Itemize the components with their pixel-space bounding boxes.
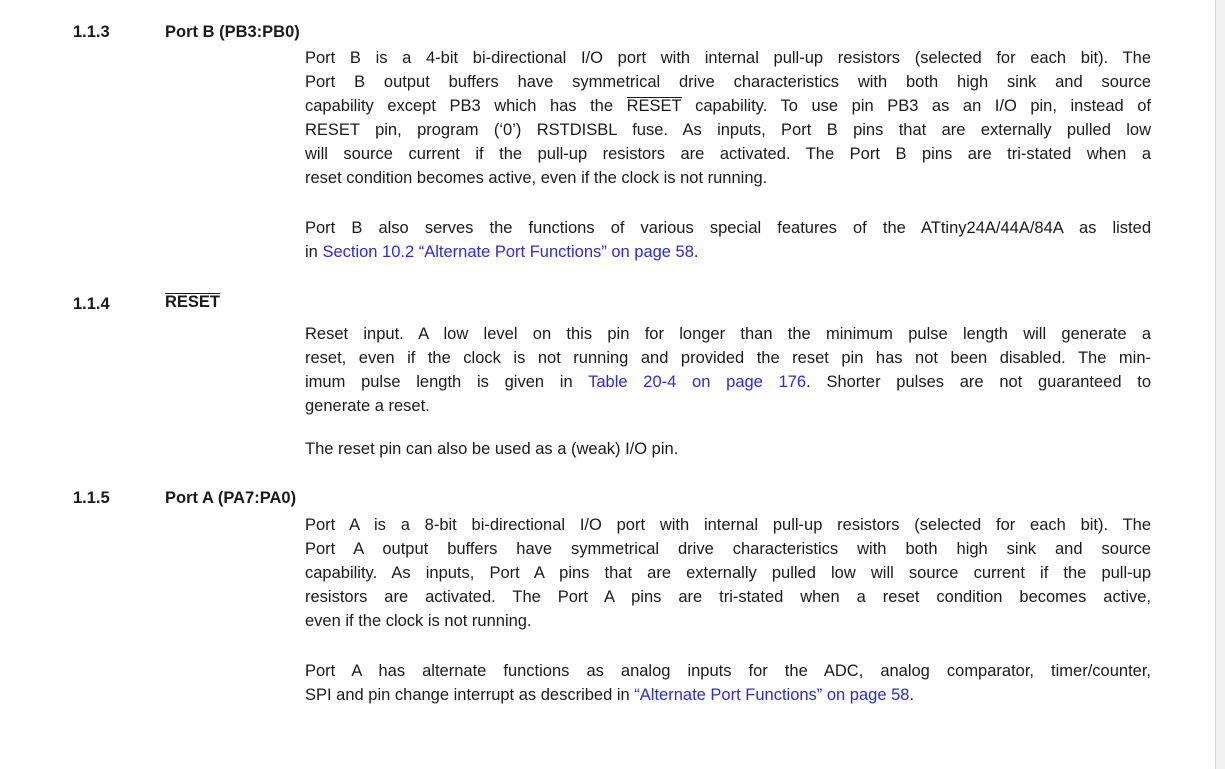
section-title: RESET	[165, 293, 221, 311]
text-line: Port A is a 8-bit bi-directional I/O port with internal pull-up resistors (selected for each bit). The	[305, 516, 1151, 534]
section-number: 1.1.5	[73, 489, 110, 507]
text-line: Port B is a 4-bit bi-directional I/O port with internal pull-up resistors (selected for each bit). The	[305, 49, 1151, 67]
paragraph-port-a-alternate	[305, 659, 1151, 707]
text-line: generate a reset.	[305, 397, 430, 415]
text-fragment: .	[693, 243, 699, 261]
text-line: reset, even if the clock is not running and provided the reset pin has not been disabled. The min-	[305, 349, 1151, 367]
text-line: Port B output buffers have symmetrical drive characteristics with both high sink and source	[305, 73, 1151, 91]
text-line	[305, 683, 1151, 707]
section-number: 1.1.4	[73, 295, 110, 313]
paragraph-reset-weak-io	[305, 437, 1151, 461]
text-line: resistors are activated. The Port A pins are tri-stated when a reset condition becomes active,	[305, 588, 1151, 606]
text-fragment: capability. To use pin PB3 as an I/O pin, instead of	[681, 97, 1151, 115]
text-fragment: in	[305, 243, 323, 261]
paragraph-port-a-description	[305, 513, 1151, 633]
paragraph-port-b-description	[305, 46, 1151, 190]
reset-overline-text: RESET	[626, 97, 682, 115]
text-fragment: SPI and pin change interrupt as described in	[305, 686, 635, 704]
text-fragment: .	[909, 686, 915, 704]
text-line: Reset input. A low level on this pin for longer than the minimum pulse length will generate a	[305, 325, 1151, 343]
viewer-scrollbar-track[interactable]	[1215, 0, 1225, 769]
text-line: reset condition becomes active, even if the clock is not running.	[305, 169, 768, 187]
section-number: 1.1.3	[73, 23, 110, 41]
text-line: Port A has alternate functions as analog inputs for the ADC, analog comparator, timer/counter,	[305, 662, 1151, 680]
link-section-10-2[interactable]: Section 10.2 “Alternate Port Functions” on page 58	[322, 243, 694, 261]
text-line: will source current if the pull-up resistors are activated. The Port B pins are tri-stated when a	[305, 145, 1151, 163]
text-line: Port A output buffers have symmetrical drive characteristics with both high sink and source	[305, 540, 1151, 558]
link-alternate-port-functions[interactable]: “Alternate Port Functions” on page 58	[634, 686, 910, 704]
link-table-20-4[interactable]: Table 20-4 on page 176	[588, 373, 807, 391]
text-fragment: imum pulse length is given in	[305, 373, 589, 391]
text-line	[305, 240, 1151, 264]
section-title: Port A (PA7:PA0)	[165, 489, 297, 507]
text-line: The reset pin can also be used as a (weak) I/O pin.	[305, 440, 679, 458]
paragraph-reset-description	[305, 322, 1151, 418]
text-line: even if the clock is not running.	[305, 612, 532, 630]
text-line: capability. As inputs, Port A pins that are externally pulled low will source current if the pull-up	[305, 564, 1151, 582]
text-line: Port B also serves the functions of various special features of the ATtiny24A/44A/84A as listed	[305, 219, 1151, 237]
text-fragment: . Shorter pulses are not guaranteed to	[806, 373, 1151, 391]
text-line	[305, 94, 1151, 118]
paragraph-port-b-alternate	[305, 216, 1151, 264]
text-fragment: capability except PB3 which has the	[305, 97, 627, 115]
section-title: Port B (PB3:PB0)	[165, 23, 300, 41]
text-line: RESET pin, program (‘0’) RSTDISBL fuse. As inputs, Port B pins that are externally pulled low	[305, 121, 1151, 139]
text-line	[305, 370, 1151, 394]
